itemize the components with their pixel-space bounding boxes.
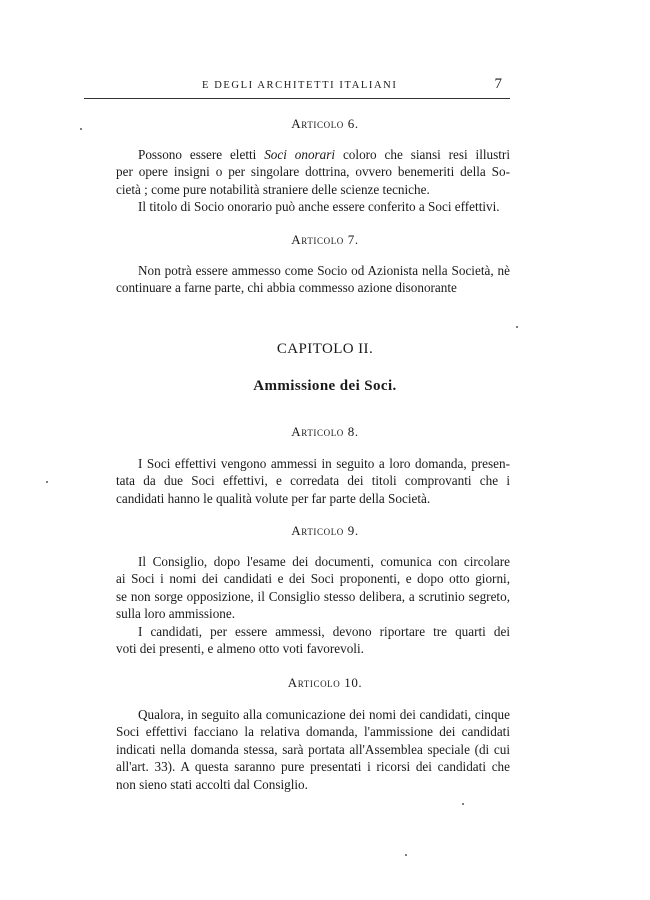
article-8-text [116, 455, 510, 507]
running-head [84, 76, 510, 99]
article-7-heading: Articolo 7. [291, 232, 359, 247]
text-line: ai Soci i nomi dei candidati e dei Soci proponenti, e dopo otto giorni, [116, 571, 510, 587]
running-title: E DEGLI ARCHITETTI ITALIANI [202, 80, 398, 91]
scan-speck [516, 326, 518, 328]
text-line: se non sorge opposizione, il Consiglio stesso delibera, a scrutinio segreto, [116, 588, 510, 604]
scan-speck [80, 128, 82, 130]
text-line: Qualora, in seguito alla comunicazione dei nomi dei candidati, cinque [138, 707, 510, 722]
text-line: non sieno stati accolti dal Consiglio. [116, 776, 308, 792]
text-line: Possono essere eletti Soci onorari coloro che siansi resi illustri [138, 147, 510, 162]
text-line: Soci effettivi facciano la relativa domanda, l'ammissione dei candidati [116, 724, 510, 740]
text-line: I candidati, per essere ammessi, devono riportare tre quarti dei [138, 623, 510, 639]
article-8-heading: Articolo 8. [291, 424, 359, 439]
text-line: Il Consiglio, dopo l'esame dei documenti, comunica con circolare [138, 554, 510, 569]
text-line: tata da due Soci effettivi, e corredata dei titoli comprovanti che i [116, 473, 510, 489]
text-line: Il titolo di Socio onorario può anche essere conferito a Soci effettivi. [138, 199, 500, 215]
text-line: I Soci effettivi vengono ammessi in seguito a loro domanda, presen- [138, 456, 510, 471]
text-line: sulla loro ammissione. [116, 606, 236, 622]
text-line: all'art. 33). A questa saranno pure presentati i ricorsi dei candidati che [116, 759, 510, 775]
scan-speck [46, 481, 48, 483]
text-line: Non potrà essere ammesso come Socio od Azionista nella Società, nè [138, 263, 510, 278]
chapter-subtitle: Ammissione dei Soci. [253, 378, 397, 394]
scan-speck [405, 854, 407, 856]
article-6-text [116, 146, 510, 216]
text-line: per opere insigni o per singolare dottrina, ovvero benemeriti della So- [116, 164, 510, 180]
text-line: cietà ; come pure notabilità straniere delle scienze tecniche. [116, 181, 430, 197]
page-number: 7 [494, 76, 502, 92]
article-10-text [116, 706, 510, 793]
article-9-heading: Articolo 9. [291, 523, 359, 538]
article-9-text [116, 553, 510, 657]
text-line: continuare a farne parte, chi abbia commesso azione disonorante [116, 280, 457, 296]
chapter-title: CAPITOLO II. [276, 341, 374, 357]
article-7-text [116, 262, 510, 297]
article-10-heading: Articolo 10. [287, 675, 363, 690]
text-line: candidati hanno le qualità volute per far parte della Società. [116, 490, 431, 506]
article-6-heading: Articolo 6. [291, 116, 359, 131]
text-line: indicati nella domanda stessa, sarà portata all'Assemblea speciale (di cui [116, 741, 510, 757]
text-line: voti dei presenti, e almeno otto voti favorevoli. [116, 641, 364, 657]
scan-speck [462, 803, 464, 805]
